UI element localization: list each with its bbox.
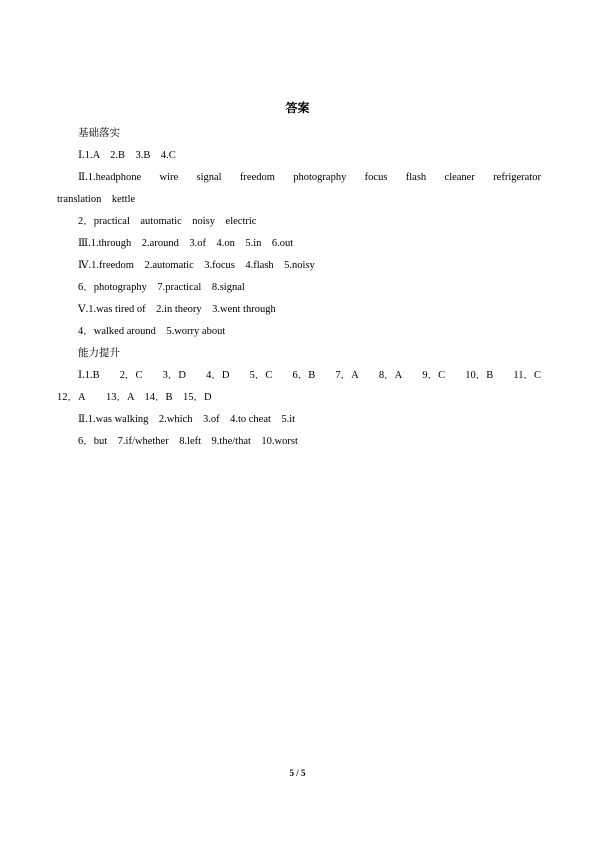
answer-word: refrigerator (493, 172, 541, 183)
answer-line: Ⅰ.1.A 2.B 3.B 4.C (78, 150, 176, 161)
answer-line: Ⅱ.1.was walking 2.which 3.of 4.to cheat 5.it (78, 414, 296, 425)
answer-line: Ⅳ.1.freedom 2.automatic 3.focus 4.flash 5.noisy (78, 260, 315, 271)
answer-word: photography (293, 172, 347, 183)
answer-choice: 5．C (249, 370, 273, 381)
answer-word: wire (159, 172, 179, 183)
answer-line: 6．photography 7.practical 8.signal (78, 282, 245, 293)
answer-word: flash (405, 172, 427, 183)
answer-choice: 4．D (206, 370, 230, 381)
answer-word: signal (196, 172, 222, 183)
answer-line: 6．but 7.if/whether 8.left 9.the/that 10.worst (78, 436, 298, 447)
answer-choice: 10．B (465, 370, 494, 381)
section-heading: 能力提升 (78, 348, 120, 359)
answer-word: freedom (239, 172, 275, 183)
answer-word: cleaner (444, 172, 475, 183)
answer-line-justified (57, 167, 541, 189)
answer-word: Ⅱ.1.headphone (78, 172, 142, 183)
page-title: 答案 (285, 101, 310, 115)
answer-line: 4．walked around 5.worry about (78, 326, 226, 337)
answer-line: Ⅴ.1.was tired of 2.in theory 3.went through (78, 304, 276, 315)
section-heading: 基础落实 (78, 128, 120, 139)
answer-word: focus (364, 172, 388, 183)
answer-content (57, 123, 541, 453)
answer-line: 2．practical automatic noisy electric (78, 216, 257, 227)
answer-line-justified (57, 365, 541, 387)
answer-line: Ⅲ.1.through 2.around 3.of 4.on 5.in 6.out (78, 238, 294, 249)
answer-choice: 6．B (292, 370, 316, 381)
answer-choice: 11．C (513, 370, 541, 381)
answer-choice: 8．A (378, 370, 403, 381)
answer-line: translation kettle (57, 194, 136, 205)
answer-choice: 9．C (422, 370, 446, 381)
answer-choice: 2．C (119, 370, 143, 381)
page-number: 5 / 5 (289, 768, 306, 778)
answer-choice: Ⅰ.1.B (78, 370, 100, 381)
answer-line: 12．A 13．A 14．B 15．D (57, 392, 212, 403)
answer-choice: 3．D (162, 370, 187, 381)
answer-choice: 7．A (335, 370, 359, 381)
